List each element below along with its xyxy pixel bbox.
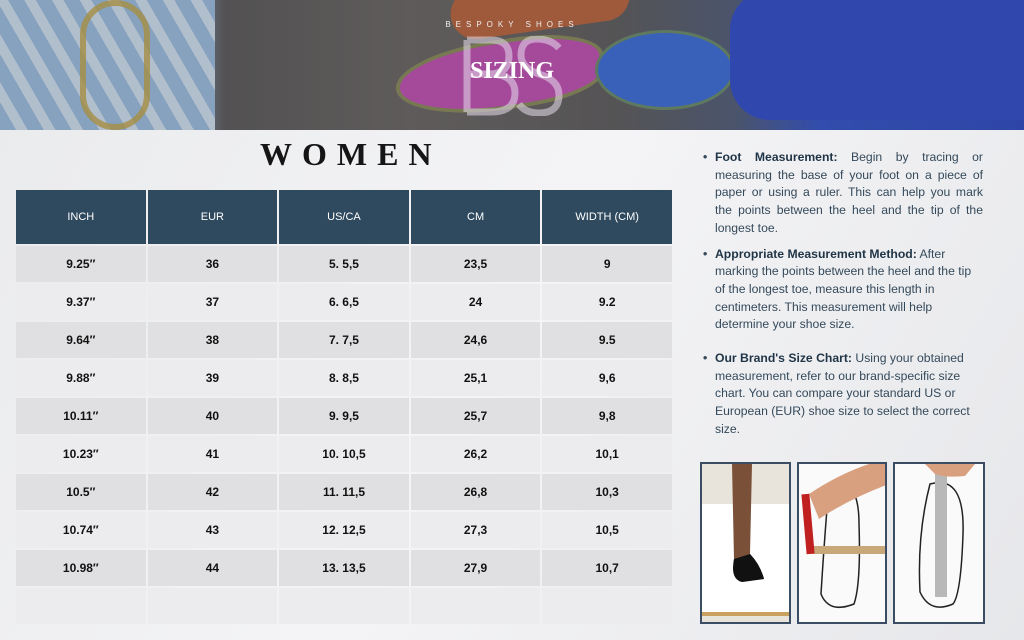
table-cell: 11. 11,5 xyxy=(279,474,409,510)
table-cell: 10.11″ xyxy=(16,398,146,434)
page-title: SIZING xyxy=(469,58,555,84)
table-cell: 25,1 xyxy=(411,360,541,396)
column-header: INCH xyxy=(16,190,146,244)
table-cell: 27,9 xyxy=(411,550,541,586)
table-row xyxy=(16,588,672,624)
table-row xyxy=(16,246,672,282)
table-cell: 5. 5,5 xyxy=(279,246,409,282)
column-header: US/CA xyxy=(279,190,409,244)
table-cell: 10. 10,5 xyxy=(279,436,409,472)
column-header: EUR xyxy=(148,190,278,244)
instruction-heading: Our Brand's Size Chart: xyxy=(715,351,852,366)
column-header: WIDTH (CM) xyxy=(542,190,672,244)
table-cell: 38 xyxy=(148,322,278,358)
instruction-text: Using your obtained measurement, refer to our brand-specific size chart. You can compare your standard US or European (EUR) shoe size to select the correct size. xyxy=(715,351,970,436)
table-cell xyxy=(542,588,672,624)
table-cell: 9,8 xyxy=(542,398,672,434)
table-cell: 10,5 xyxy=(542,512,672,548)
table-cell: 27,3 xyxy=(411,512,541,548)
table-cell: 9.2 xyxy=(542,284,672,320)
table-cell: 39 xyxy=(148,360,278,396)
table-cell: 37 xyxy=(148,284,278,320)
table-cell: 6. 6,5 xyxy=(279,284,409,320)
column-header: CM xyxy=(411,190,541,244)
instructions-list xyxy=(703,149,983,447)
instruction-heading: Foot Measurement: xyxy=(715,150,838,164)
table-cell xyxy=(16,588,146,624)
table-row xyxy=(16,322,672,358)
table-cell xyxy=(148,588,278,624)
table-cell: 10,1 xyxy=(542,436,672,472)
table-cell: 9.25″ xyxy=(16,246,146,282)
table-cell: 40 xyxy=(148,398,278,434)
table-cell: 42 xyxy=(148,474,278,510)
instruction-text: After marking the points between the heel and the tip of the longest toe, measure this length in centimeters. This measurement will help determine your shoe size. xyxy=(715,246,972,332)
table-cell: 9.5 xyxy=(542,322,672,358)
table-cell: 26,8 xyxy=(411,474,541,510)
table-cell: 10,7 xyxy=(542,550,672,586)
instruction-item xyxy=(703,246,983,335)
table-row xyxy=(16,512,672,548)
table-cell: 9.37″ xyxy=(16,284,146,320)
table-cell: 7. 7,5 xyxy=(279,322,409,358)
table-cell: 9. 9,5 xyxy=(279,398,409,434)
table-cell: 41 xyxy=(148,436,278,472)
table-cell: 26,2 xyxy=(411,436,541,472)
table-cell: 10.74″ xyxy=(16,512,146,548)
table-row xyxy=(16,284,672,320)
table-cell: 44 xyxy=(148,550,278,586)
table-row xyxy=(16,398,672,434)
table-row xyxy=(16,474,672,510)
table-cell: 10.23″ xyxy=(16,436,146,472)
instruction-item xyxy=(703,149,983,238)
table-cell: 9,6 xyxy=(542,360,672,396)
table-cell xyxy=(411,588,541,624)
table-cell: 9.64″ xyxy=(16,322,146,358)
section-title: WOMEN xyxy=(260,136,442,172)
size-chart-table xyxy=(14,188,674,626)
table-cell: 10.98″ xyxy=(16,550,146,586)
table-row xyxy=(16,550,672,586)
table-cell: 9.88″ xyxy=(16,360,146,396)
table-cell: 43 xyxy=(148,512,278,548)
table-cell: 24 xyxy=(411,284,541,320)
photo-measuring-with-ruler xyxy=(893,462,985,624)
table-cell: 10.5″ xyxy=(16,474,146,510)
photo-tracing-foot xyxy=(797,462,887,624)
table-row xyxy=(16,360,672,396)
table-cell: 24,6 xyxy=(411,322,541,358)
table-cell: 13. 13,5 xyxy=(279,550,409,586)
table-cell: 9 xyxy=(542,246,672,282)
photo-foot-on-paper xyxy=(700,462,791,624)
table-row xyxy=(16,436,672,472)
table-cell: 23,5 xyxy=(411,246,541,282)
brand-name: BESPOKY SHOES xyxy=(445,20,579,29)
header-banner xyxy=(0,0,1024,130)
instruction-heading: Appropriate Measurement Method: xyxy=(715,246,917,261)
table-cell xyxy=(279,588,409,624)
instruction-text: Begin by tracing or measuring the base of your foot on a piece of paper or using a ruler. This can help you mark the points between the heel and the tip of the longest toe. xyxy=(715,150,983,235)
table-cell: 10,3 xyxy=(542,474,672,510)
instruction-item xyxy=(703,350,983,439)
table-cell: 36 xyxy=(148,246,278,282)
table-cell: 25,7 xyxy=(411,398,541,434)
table-cell: 12. 12,5 xyxy=(279,512,409,548)
table-cell: 8. 8,5 xyxy=(279,360,409,396)
